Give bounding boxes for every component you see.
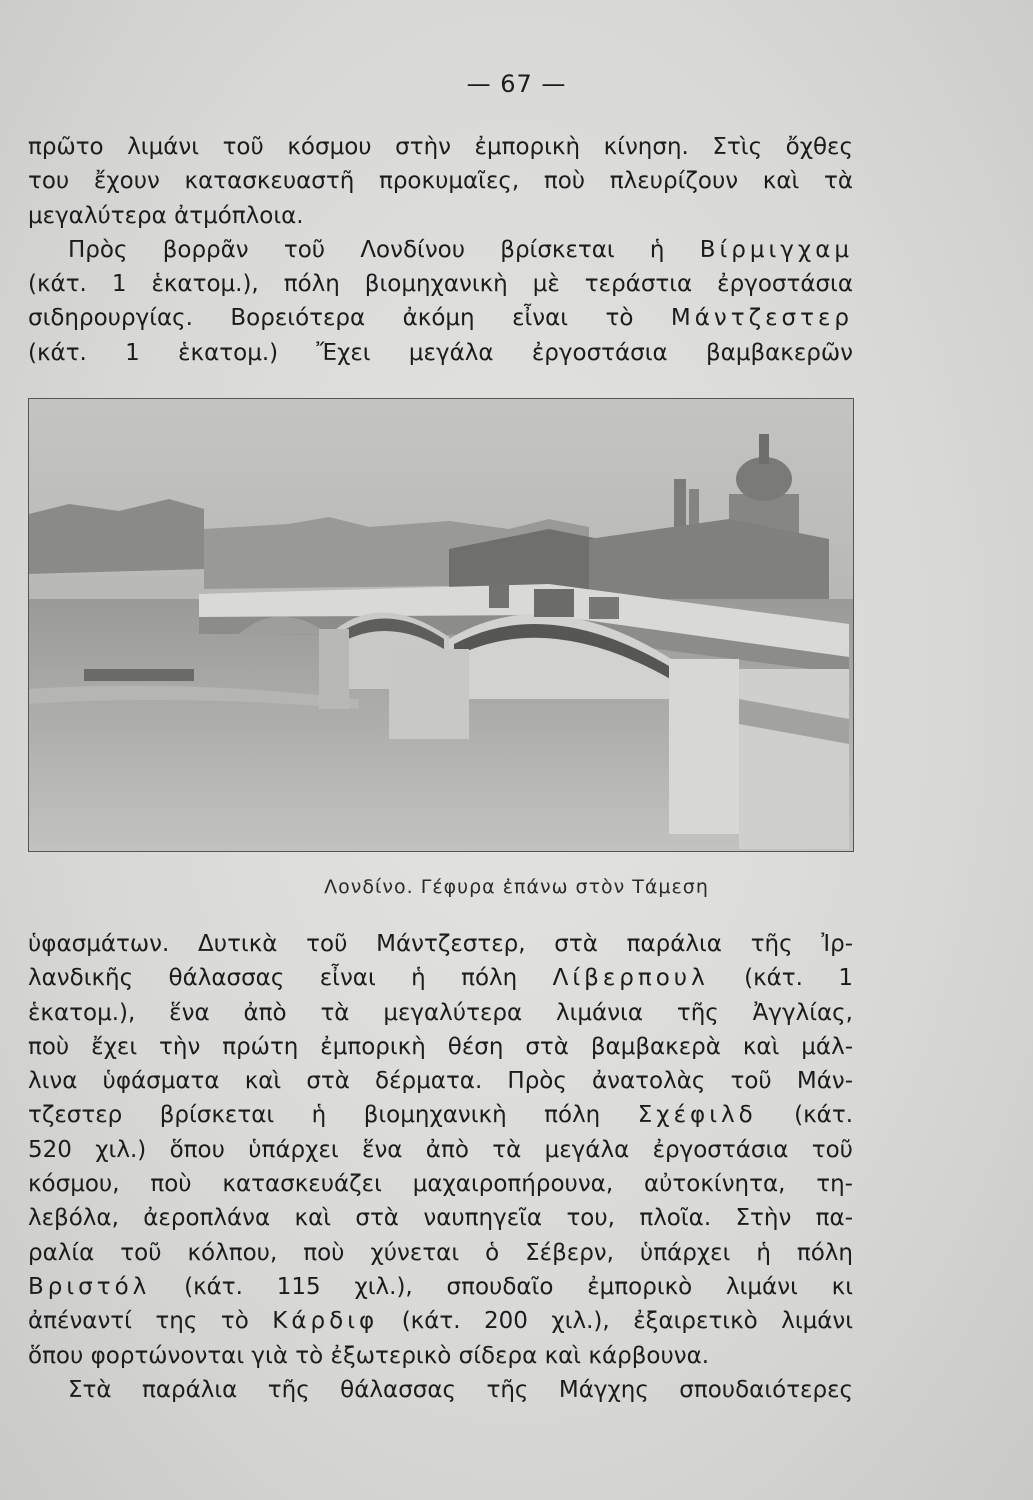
photo-london-bridge (28, 398, 854, 852)
text-fragment: (κάτ. (794, 1102, 854, 1129)
city-name-birmingham: Βίρμιγχαμ (699, 236, 854, 263)
text-line: Στὰ παράλια τῆς θάλασσας τῆς Μάγχης σπουδαιότερες (68, 1376, 853, 1403)
text-fragment: Πρὸς βορρᾶν τοῦ Λονδίνου βρίσκεται ἡ (68, 236, 665, 263)
text-line (28, 1098, 853, 1132)
text-line: (κάτ. 1 ἑκατομ.) Ἔχει μεγάλα ἐργοστάσια βαμβακερῶν (28, 339, 853, 366)
city-name-manchester: Μάντζεστερ (670, 305, 853, 332)
text-line: λεβόλα, ἀεροπλάνα καὶ στὰ ναυπηγεῖα του, πλοῖα. Στὴν πα- (28, 1205, 853, 1232)
text-line: κόσμου, ποὺ κατασκευάζει μαχαιροπήρουνα, αὐτοκίνητα, τη- (28, 1171, 853, 1198)
text-fragment: σιδηρουργίας. Βορειότερα ἀκόμη εἶναι τὸ (28, 305, 634, 332)
page-number: — 67 — (466, 70, 567, 98)
text-line (28, 301, 853, 335)
text-line: του ἔχουν κατασκευαστῆ προκυμαῖες, ποὺ πλευρίζουν καὶ τὰ (28, 168, 853, 195)
top-text-block (28, 130, 853, 370)
city-name-sheffield: Σχέφιλδ (637, 1102, 757, 1129)
text-fragment: (κάτ. 200 χιλ.), ἐξαιρετικὸ λιμάνι (401, 1308, 854, 1335)
city-name-bristol: Βριστόλ (28, 1273, 151, 1300)
text-fragment: (κάτ. 115 χιλ.), σπουδαῖο ἐμπορικὸ λιμάνι κι (184, 1273, 853, 1300)
text-line (28, 961, 853, 995)
text-line: λινα ὑφάσματα καὶ στὰ δέρματα. Πρὸς ἀνατολὰς τοῦ Μάν- (28, 1068, 853, 1095)
text-line: μεγαλύτερα ἀτμόπλοια. (28, 202, 304, 229)
text-line: ὅπου φορτώνονται γιὰ τὸ ἐξωτερικὸ σίδερα καὶ κάρβουνα. (28, 1342, 710, 1369)
bridge-photo-illustration (29, 399, 853, 851)
photo-caption: Λονδίνο. Γέφυρα ἐπάνω στὸν Τάμεση (324, 876, 709, 898)
text-line (28, 233, 853, 267)
text-fragment: ἀπέναντί της τὸ (28, 1308, 249, 1335)
text-line: (κάτ. 1 ἑκατομ.), πόλη βιομηχανικὴ μὲ τεράστια ἐργοστάσια (28, 271, 853, 298)
text-line: ραλία τοῦ κόλπου, ποὺ χύνεται ὁ Σέβερν, ὑπάρχει ἡ πόλη (28, 1239, 853, 1266)
text-line: 520 χιλ.) ὅπου ὑπάρχει ἕνα ἀπὸ τὰ μεγάλα ἐργοστάσια τοῦ (28, 1136, 853, 1163)
text-line: ποὺ ἔχει τὴν πρώτη ἐμπορικὴ θέση στὰ βαμβακερὰ καὶ μάλ- (28, 1033, 853, 1060)
text-line (28, 1304, 853, 1338)
text-fragment: τζεστερ βρίσκεται ἡ βιομηχανικὴ πόλη (28, 1102, 601, 1129)
text-line: ὑφασμάτων. Δυτικὰ τοῦ Μάντζεστερ, στὰ παράλια τῆς Ἰρ- (28, 931, 853, 957)
text-fragment: (κάτ. 1 (744, 965, 853, 992)
city-name-cardiff: Κάρδιφ (272, 1308, 379, 1335)
bottom-text-block (28, 927, 853, 1407)
text-fragment: λανδικῆς θάλασσας εἶναι ἡ πόλη (28, 965, 518, 992)
city-name-liverpool: Λίβερπουλ (552, 965, 709, 992)
text-line: πρῶτο λιμάνι τοῦ κόσμου στὴν ἐμπορικὴ κίνηση. Στὶς ὄχθες (28, 134, 853, 160)
text-line: ἑκατομ.), ἕνα ἀπὸ τὰ μεγαλύτερα λιμάνια τῆς Ἀγγλίας, (28, 999, 853, 1026)
text-line (28, 1270, 853, 1304)
